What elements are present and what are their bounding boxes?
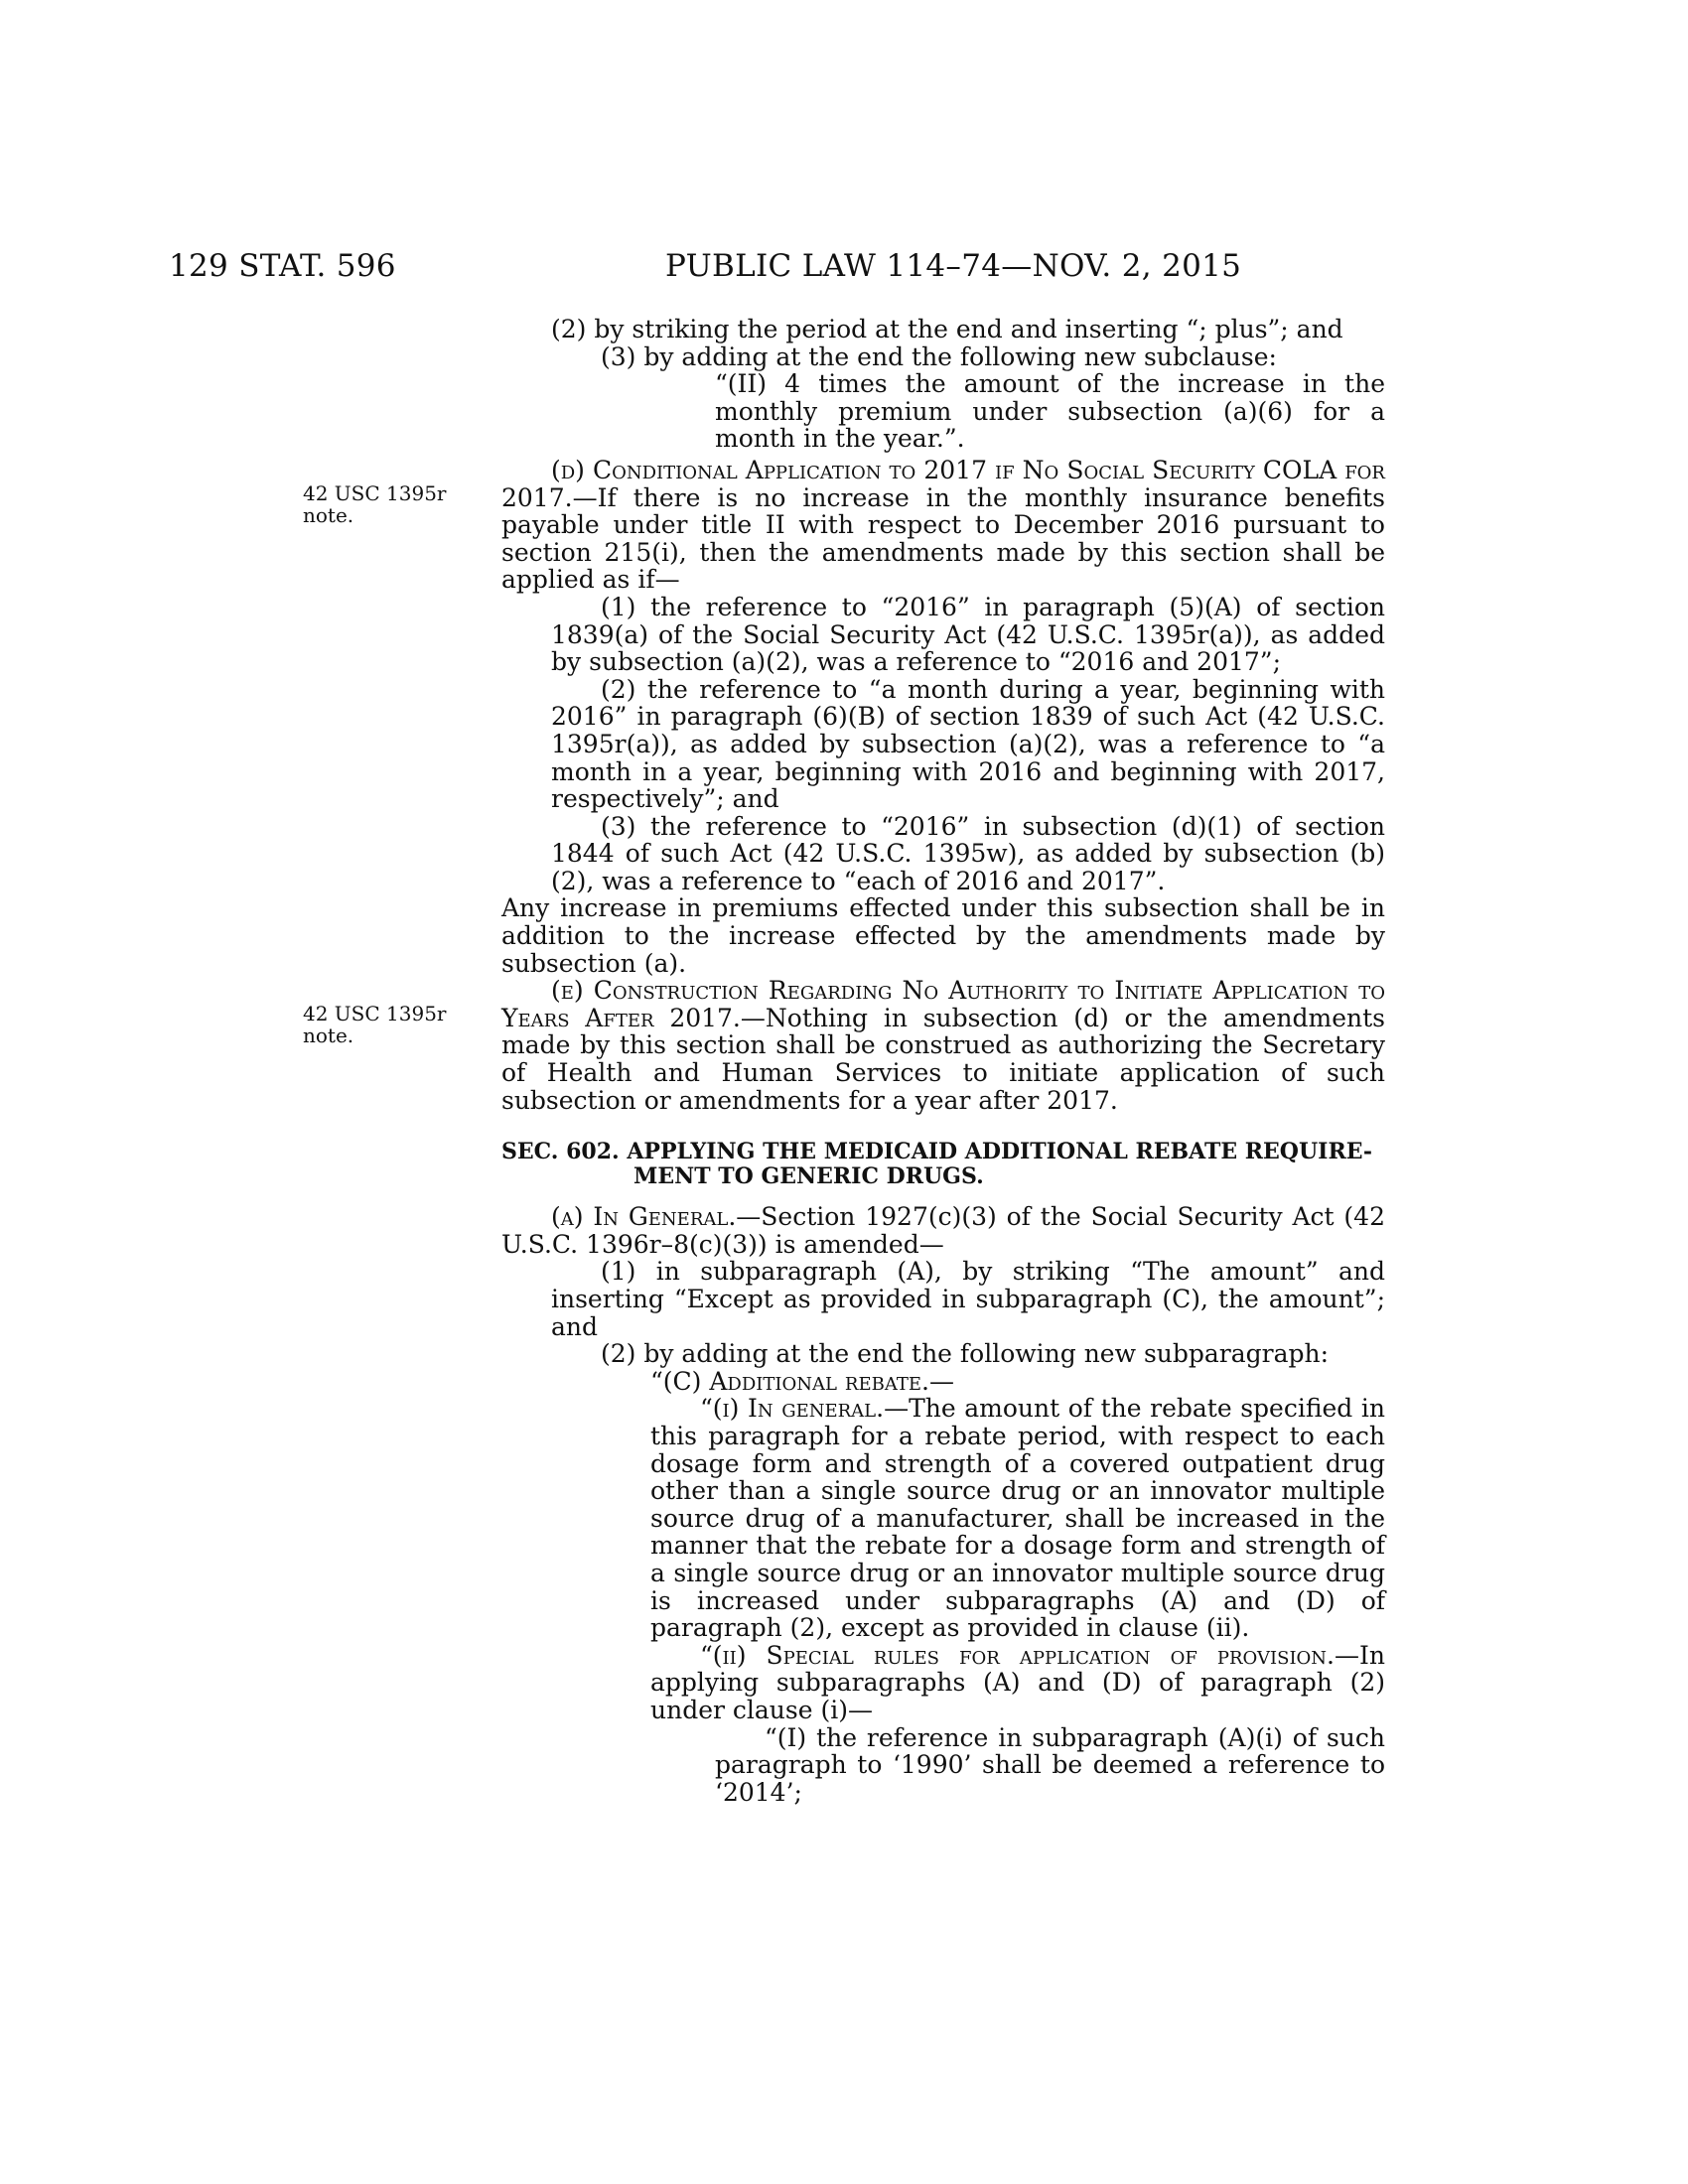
subsection-a <box>501 1203 1385 1258</box>
subsection-heading: (e) Construction Regarding No Authority to Initiate Application to Years After 2017. <box>501 976 1385 1032</box>
subclause: “(I) the reference in subparagraph (A)(i) of such paragraph to ‘1990’ shall be deemed a reference to ‘2014’; <box>715 1722 1385 1807</box>
page-number-header: 129 STAT. 596 <box>169 248 396 284</box>
paragraph: (2) by adding at the end the following new subparagraph: <box>601 1339 1330 1369</box>
paragraph: (1) in subparagraph (A), by striking “The amount” and inserting “Except as provided in subparagraph (C), the amount”; and <box>551 1257 1385 1341</box>
margin-note <box>303 482 446 526</box>
section-heading-line: SEC. 602. APPLYING THE MEDICAID ADDITIONAL REBATE REQUIRE- <box>501 1139 1373 1165</box>
paragraph: (3) by adding at the end the following new subclause: <box>601 341 1277 371</box>
clause-text: —The amount of the rebate specified in this paragraph for a rebate period, with respect to each dosage form and strength of a covered outpatient drug other than a single source drug or an innovator multiple source drug of a manufacturer, shall be increased in the manner that the rebate for a dosage form and strength of a single source drug or an innovator multiple source drug is increased under subparagraphs (A) and (D) of paragraph (2), except as provided in clause (ii). <box>650 1394 1385 1643</box>
subsection-text: —Section 1927(c)(3) of the Social Security Act (42 U.S.C. 1396r–8(c)(3)) is amended— <box>501 1202 1385 1259</box>
clause-i <box>501 1395 1385 1641</box>
margin-note <box>303 1003 446 1046</box>
subsection-text: —Nothing in subsection (d) or the amendments made by this section shall be construed as authorizing the Secretary of Health and Human Services to initiate application of such subsection or amendments for a year after 2017. <box>501 1003 1385 1115</box>
paragraph: Any increase in premiums effected under this subsection shall be in addition to the increase effected by the amendments made by subsection (a). <box>501 893 1385 978</box>
margin-note-line: note. <box>303 1024 354 1047</box>
subsection-heading: (d) Conditional Application to 2017 if No Social Security COLA for 2017. <box>501 455 1385 512</box>
margin-note-line: note. <box>303 503 354 527</box>
subsection-d <box>501 457 1385 594</box>
body-text <box>501 316 1385 1806</box>
paragraph: (2) by striking the period at the end and inserting “; plus”; and <box>551 315 1343 343</box>
paragraph: “(II) 4 times the amount of the increase in the monthly premium under subsection (a)(6) for a month in the year.”. <box>715 369 1385 454</box>
subsection-e <box>501 977 1385 1114</box>
margin-note-line: 42 USC 1395r <box>303 481 447 505</box>
paragraph: (1) the reference to “2016” in paragraph (5)(A) of section 1839(a) of the Social Security Act (42 U.S.C. 1395r(a)), as added by subsection (a)(2), was a reference to “2016 and 2017”; <box>551 592 1385 677</box>
clause-heading: “(ii) Special rules for application of provision. <box>700 1640 1336 1670</box>
clause-text: —In applying subparagraphs (A) and (D) of paragraph (2) under clause (i)— <box>650 1640 1385 1724</box>
margin-note-line: 42 USC 1395r <box>303 1002 447 1025</box>
subparagraph-heading: “(C) Additional rebate.— <box>650 1366 954 1396</box>
subsection-heading: (a) In General. <box>551 1202 737 1232</box>
paragraph: (2) the reference to “a month during a year, beginning with 2016” in paragraph (6)(B) of section 1839 of such Act (42 U.S.C. 1395r(a)), as added by subsection (a)(2), was a reference to “a month in a year, beginning with 2016 and beginning with 2017, respectively”; and <box>551 674 1385 814</box>
clause-heading: “(i) In general. <box>700 1394 885 1424</box>
paragraph: (3) the reference to “2016” in subsection (d)(1) of section 1844 of such Act (42 U.S.C. 1395w), as added by subsection (b)(2), was a reference to “each of 2016 and 2017”. <box>551 811 1385 895</box>
section-heading-line: MENT TO GENERIC DRUGS. <box>633 1163 984 1190</box>
clause-ii <box>501 1642 1385 1724</box>
section-heading <box>501 1140 1385 1189</box>
running-header: PUBLIC LAW 114–74—NOV. 2, 2015 <box>665 248 1242 284</box>
subsection-text: —If there is no increase in the monthly insurance benefits payable under title II with respect to December 2016 pursuant to section 215(i), then the amendments made by this section shall be applied as if— <box>501 482 1385 595</box>
